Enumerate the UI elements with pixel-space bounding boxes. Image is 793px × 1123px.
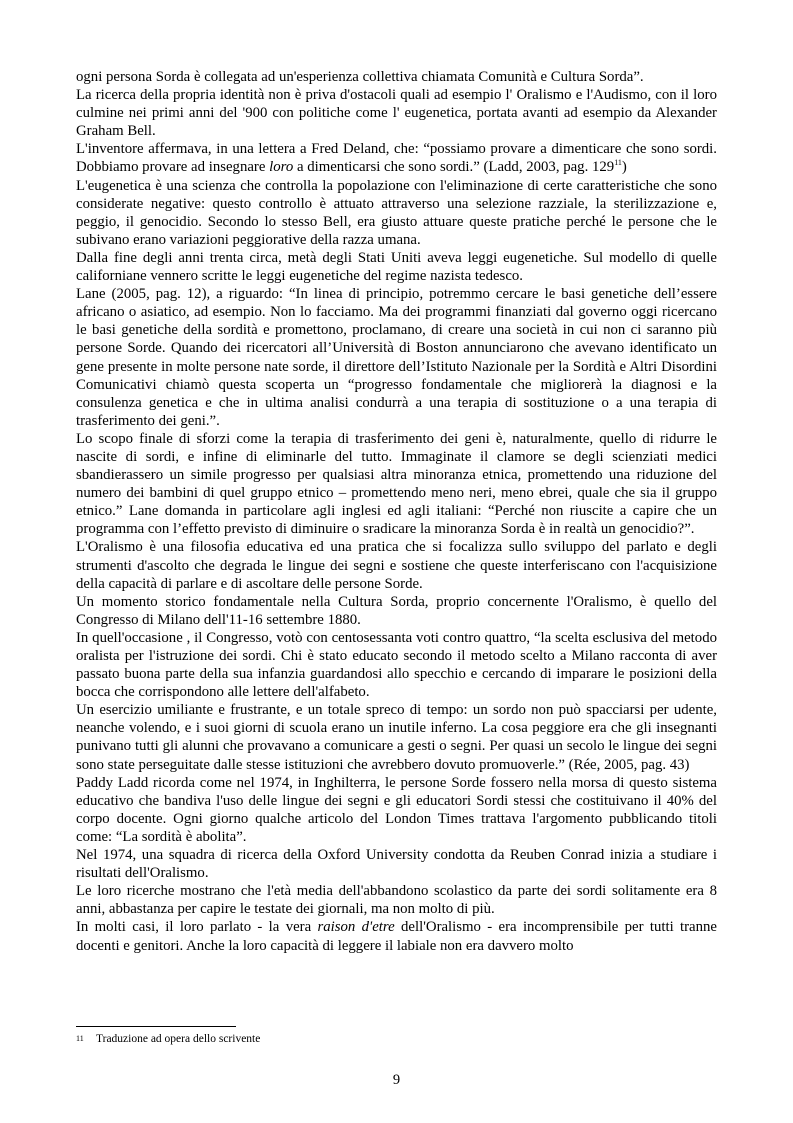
paragraph-15-italic: raison d'etre [317,919,395,936]
paragraph-4: L'eugenetica è una scienza che controlla la popolazione con l'eliminazione di certe caratteristiche che sono considerate negative: questo controllo è attuato attraverso una selezione razziale, la sterilizzazione e, peggio, il genocidio. Secondo lo stesso Bell, era giusto attuare queste pratiche perché le persone che le subivano erano variazioni peggiorative della razza umana. [76,177,717,248]
paragraph-1: ogni persona Sorda è collegata ad un'esperienza collettiva chiamata Comunità e Cultura Sorda”. [76,69,644,85]
paragraph-15 [76,918,717,954]
paragraph-6: Lane (2005, pag. 12), a riguardo: “In linea di principio, potremmo cercare le basi genetiche dell’essere africano o asiatico, ad esempio. Non lo facciamo. Ma dei programmi finanziati dal governo oggi ricercano le basi genetiche della sordità e promettono, proclamano, di creare una società in cui non ci saranno più persone Sorde. Quando dei ricercatori all’Università di Boston annunciarono che avevano identificato un gene presente in molte persone nate sorde, il direttore dell’Istituto Nazionale per la Sordità e Altri Disordini Comunicativi chiamò questa scoperta un “progresso fondamentale che migliorerà la diagnosi e la consulenza genetica e che in ultima analisi condurrà a una terapia di sostituzione o a una terapia di trasferimento dei geni.”. [76,286,717,429]
footnote-number: 11 [76,1034,84,1043]
paragraph-3-italic: loro [269,159,294,176]
footnote-separator [76,1026,236,1027]
paragraph-2: La ricerca della propria identità non è priva d'ostacoli quali ad esempio l' Oralismo e l'Audismo, con il loro culmine nei primi anni del '900 con politiche come l' eugenetica, portata avanti ad esempio da Alexander Graham Bell. [76,87,717,140]
footnote-text: Traduzione ad opera dello scrivente [96,1033,261,1045]
paragraph-12: Paddy Ladd ricorda come nel 1974, in Inghilterra, le persone Sorde fossero nella morsa di questo sistema educativo che bandiva l'uso delle lingue dei segni e gli educatori Sordi stessi che costituivano il 40% del corpo docente. Ogni giorno qualche articolo del London Times trattava l'argomento pubblicando titoli come: “La sordità è abolita”. [76,774,717,845]
paragraph-15-text-a: In molti casi, il loro parlato - la vera [76,919,318,936]
paragraph-13: Nel 1974, una squadra di ricerca della Oxford University condotta da Reuben Conrad inizia a studiare i risultati dell'Oralismo. [76,847,717,882]
footnote-reference: 11 [614,158,622,168]
paragraph-8: L'Oralismo è una filosofia educativa ed una pratica che si focalizza sullo sviluppo del parlato e degli strumenti d'ascolto che degrada le lingue dei segni e sostiene che queste interferiscano con l'acquisizione della capacità di parlare e di ascoltare delle persone Sorde. [76,539,717,592]
page-body [76,68,717,955]
paragraph-15-text-b: dell'Oralismo - era incomprensibile per tutti tranne docenti e genitori. Anche la loro capacità di leggere il labiale non era davvero molto [76,919,717,954]
paragraph-3-text-a: L'inventore affermava, in una lettera a Fred Deland, che: “possiamo provare a dimenticare che sono sordi. Dobbiamo provare ad insegnare [76,141,717,176]
paragraph-5: Dalla fine degli anni trenta circa, metà degli Stati Uniti aveva leggi eugenetiche. Sul modello di quelle californiane vennero scritte le leggi eugenetiche del regime nazista tedesco. [76,249,717,285]
paragraph-3-text-b: a dimenticarsi che sono sordi.” (Ladd, 2003, pag. 129 [293,159,615,176]
paragraph-9: Un momento storico fondamentale nella Cultura Sorda, proprio concernente l'Oralismo, è quello del Congresso di Milano dell'11-16 settembre 1880. [76,593,717,628]
page-number: 9 [392,1072,401,1088]
paragraph-3-text-c: ) [621,159,627,176]
paragraph-11: Un esercizio umiliante e frustrante, e un totale spreco di tempo: un sordo non può spacciarsi per udente, neanche volendo, e i suoi giorni di scuola erano un inutile inferno. La cosa peggiore era che gli insegnanti punivano tutti gli alunni che provavano a comunicare a gesti o segni. Per quasi un secolo le lingue dei segni sono state perseguitate dalle stesse istituzioni che avrebbero dovuto promuoverle.” (Rée, 2005, pag. 43) [76,702,717,773]
paragraph-10: In quell'occasione , il Congresso, votò con centosessanta voti contro quattro, “la scelta esclusiva del metodo oralista per l'istruzione dei sordi. Chi è stato educato secondo il metodo scelto a Milano racconta di aver passato buona parte della sua infanzia guardandosi allo specchio e cercando di imparare le posizioni della bocca che corrispondono alle lettere dell'alfabeto. [76,629,717,701]
paragraph-14: Le loro ricerche mostrano che l'età media dell'abbandono scolastico da parte dei sordi solitamente era 8 anni, abbastanza per capire le testate dei giornali, ma non molto di più. [76,883,717,918]
paragraph-7: Lo scopo finale di sforzi come la terapia di trasferimento dei geni è, naturalmente, quello di ridurre le nascite di sordi, e infine di eliminarle del tutto. Immaginate il clamore se degli scienziati medici sbandierassero un simile progresso per qualsiasi altra minoranza etnica, promettendo una riduzione del numero dei bambini di quel gruppo etnico – promettendo meno neri, meno ebrei, quale che sia il gruppo etnico.” Lane domanda in particolare agli inglesi ed agli italiani: “Perché non riuscite a capire che un programma con l’effetto previsto di diminuire o sradicare la minoranza Sorda è in realtà un genocidio?”. [76,430,717,538]
paragraph-3 [76,140,717,176]
footnote [76,1032,717,1046]
